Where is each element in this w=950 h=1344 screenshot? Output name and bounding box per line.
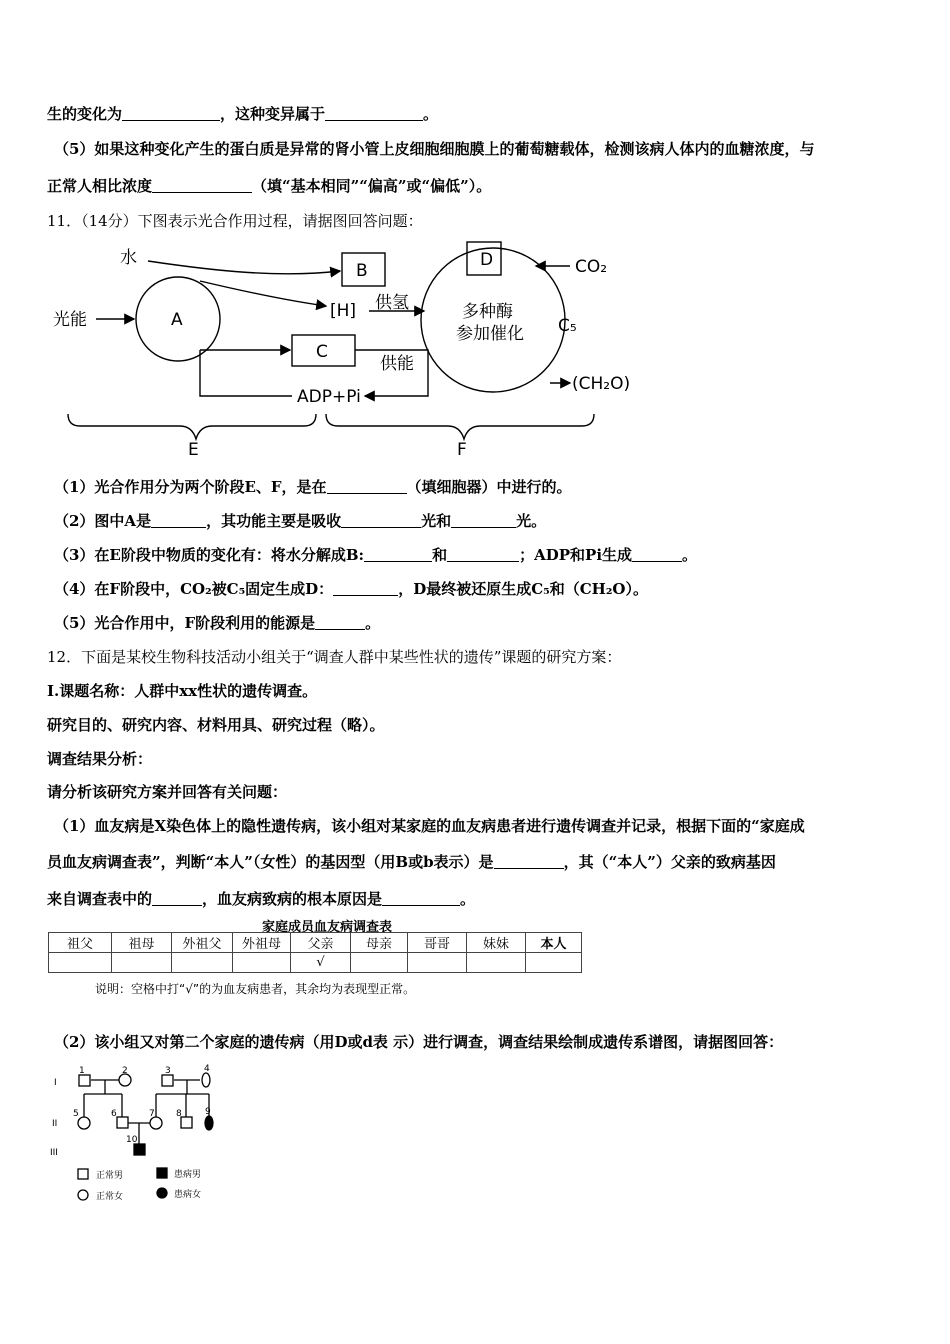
label-H: [H] xyxy=(330,301,357,321)
table-cell xyxy=(351,953,408,973)
table-header: 妹妹 xyxy=(467,933,526,953)
table-cell xyxy=(49,953,112,973)
text-line xyxy=(47,103,438,124)
text-line: 调查结果分析： xyxy=(47,750,153,768)
individual-number: 10 xyxy=(126,1135,138,1145)
text: 。 xyxy=(423,105,439,123)
table-cell xyxy=(112,953,172,973)
normal-female-symbol xyxy=(78,1117,90,1129)
text: ；ADP和Pi生成 xyxy=(519,546,633,564)
legend-normal-male-icon xyxy=(78,1169,88,1179)
arrow-water-B xyxy=(148,261,340,274)
label-water: 水 xyxy=(120,248,137,268)
table-cell xyxy=(233,953,291,973)
individual-number: 9 xyxy=(205,1107,211,1117)
photosynthesis-diagram xyxy=(50,236,650,460)
text-line: I.课题名称：人群中xx性状的遗传调查。 xyxy=(47,682,318,700)
label-co2: CO₂ xyxy=(575,257,608,277)
table-note: 说明：空格中打“√”的为血友病患者，其余均为表现型正常。 xyxy=(95,982,416,996)
text-line xyxy=(47,851,776,872)
table-cell xyxy=(467,953,526,973)
question-11-heading: 11．（14分）下图表示光合作用过程，请据图回答问题： xyxy=(47,212,423,230)
table-header: 父亲 xyxy=(291,933,351,953)
answer-blank[interactable] xyxy=(341,513,421,528)
text: 和 xyxy=(432,546,448,564)
label-C: C xyxy=(316,342,328,362)
label-E: E xyxy=(188,440,199,460)
text: （1）光合作用分为两个阶段E、F，是在 xyxy=(54,478,327,496)
gen-label: III xyxy=(50,1148,58,1158)
text: （3）在E阶段中物质的变化有：将水分解成B: xyxy=(54,546,365,564)
label-B: B xyxy=(356,261,368,281)
arrow-H xyxy=(200,281,326,306)
answer-blank[interactable] xyxy=(632,547,682,562)
label-A: A xyxy=(171,310,183,330)
answer-blank[interactable] xyxy=(333,581,398,596)
text: （5）光合作用中，F阶段利用的能源是 xyxy=(54,614,316,632)
text-line xyxy=(47,888,475,909)
table-header: 外祖母 xyxy=(233,933,291,953)
text: ，血友病致病的根本原因是 xyxy=(202,890,383,908)
table-header: 祖母 xyxy=(112,933,172,953)
label-F: F xyxy=(457,440,467,460)
text: ，这种变异属于 xyxy=(220,105,326,123)
normal-male-symbol xyxy=(79,1075,90,1086)
label-enzyme-2: 参加催化 xyxy=(456,324,524,344)
text: （填“基本相同”“偏高”或“偏低”）。 xyxy=(252,177,492,195)
text: ，其（“本人”）父亲的致病基因 xyxy=(563,853,776,871)
text: ，D最终被还原生成C₅和（CH₂O）。 xyxy=(398,580,648,598)
table-header: 本人 xyxy=(526,933,582,953)
label-supply-h: 供氢 xyxy=(375,293,409,313)
legend-label: 正常女 xyxy=(96,1192,124,1202)
text: 光和 xyxy=(421,512,452,530)
text: （2）图中A是 xyxy=(54,512,152,530)
text-line xyxy=(54,510,546,531)
normal-male-symbol xyxy=(117,1117,128,1128)
text: 员血友病调查表”，判断“本人”（女性）的基因型（用B或b表示）是 xyxy=(47,853,494,871)
brace-F xyxy=(326,414,594,439)
individual-number: 7 xyxy=(149,1109,155,1119)
legend-label: 正常男 xyxy=(96,1171,124,1181)
individual-number: 5 xyxy=(73,1109,79,1119)
legend-label: 患病男 xyxy=(174,1170,202,1180)
text-line: （2）该小组又对第二个家庭的遗传病（用D或d表 示）进行调查，调查结果绘制成遗传系谱图，请据图回答： xyxy=(54,1033,784,1051)
answer-blank[interactable] xyxy=(152,891,202,906)
individual-number: 6 xyxy=(111,1109,117,1119)
legend-affected-male-icon xyxy=(157,1168,167,1178)
text-line: 研究目的、研究内容、材料用具、研究过程（略）。 xyxy=(47,716,385,734)
table-cell xyxy=(408,953,467,973)
affected-female-symbol xyxy=(205,1116,213,1130)
answer-blank[interactable] xyxy=(325,106,423,121)
text: 生的变化为 xyxy=(47,105,123,123)
brace-E xyxy=(68,414,316,439)
answer-blank[interactable] xyxy=(447,547,519,562)
text: 。 xyxy=(365,614,381,632)
label-ch2o: (CH₂O) xyxy=(572,374,631,394)
answer-blank[interactable] xyxy=(152,178,252,193)
label-light: 光能 xyxy=(53,310,87,330)
normal-male-symbol xyxy=(162,1075,173,1086)
text-line xyxy=(54,612,380,633)
text-line: （5）如果这种变化产生的蛋白质是异常的肾小管上皮细胞细胞膜上的葡萄糖载体，检测该病人体内的血糖浓度，与 xyxy=(54,140,815,158)
text: 。 xyxy=(460,890,476,908)
answer-blank[interactable] xyxy=(122,106,220,121)
individual-number: 1 xyxy=(79,1066,85,1076)
label-enzyme-1: 多种酶 xyxy=(462,302,513,322)
answer-blank[interactable] xyxy=(327,479,407,494)
text-line: （1）血友病是X染色体上的隐性遗传病，该小组对某家庭的血友病患者进行遗传调查并记录，根据下面的“家庭成 xyxy=(54,817,805,835)
text-line xyxy=(47,175,491,196)
text: 正常人相比浓度 xyxy=(47,177,153,195)
text: ，其功能主要是吸收 xyxy=(206,512,342,530)
affected-male-symbol xyxy=(134,1144,145,1155)
table-header: 母亲 xyxy=(351,933,408,953)
label-adp: ADP+Pi xyxy=(297,387,361,407)
individual-number: 4 xyxy=(204,1064,210,1074)
label-c5: C₅ xyxy=(558,316,577,336)
normal-female-symbol xyxy=(202,1073,210,1087)
text-line: 请分析该研究方案并回答有关问题： xyxy=(47,783,288,801)
answer-blank[interactable] xyxy=(494,854,564,869)
table-cell: √ xyxy=(291,953,351,973)
table-cell xyxy=(172,953,233,973)
table-header: 哥哥 xyxy=(408,933,467,953)
legend-normal-female-icon xyxy=(78,1190,88,1200)
text: （4）在F阶段中，CO₂被C₅固定生成D： xyxy=(54,580,334,598)
family-survey-table xyxy=(48,932,582,973)
gen-label: I xyxy=(54,1078,57,1088)
label-D: D xyxy=(480,250,494,270)
pedigree-chart xyxy=(48,1064,248,1204)
table-header: 外祖父 xyxy=(172,933,233,953)
answer-blank[interactable] xyxy=(382,891,460,906)
text-line xyxy=(54,578,648,599)
answer-blank[interactable] xyxy=(151,513,206,528)
normal-male-symbol xyxy=(181,1117,192,1128)
legend-label: 患病女 xyxy=(174,1190,202,1200)
text-line xyxy=(54,544,697,565)
gen-label: II xyxy=(52,1119,58,1129)
table-cell xyxy=(526,953,582,973)
text: 光。 xyxy=(516,512,547,530)
legend-affected-female-icon xyxy=(157,1188,167,1198)
label-supply-energy: 供能 xyxy=(380,354,414,374)
individual-number: 2 xyxy=(122,1066,128,1076)
answer-blank[interactable] xyxy=(451,513,516,528)
text: 来自调查表中的 xyxy=(47,890,153,908)
arrow-adp-back xyxy=(200,350,292,396)
text: （填细胞器）中进行的。 xyxy=(406,478,572,496)
individual-number: 3 xyxy=(165,1066,171,1076)
table-header: 祖父 xyxy=(49,933,112,953)
text: 。 xyxy=(682,546,698,564)
answer-blank[interactable] xyxy=(315,615,365,630)
question-12-heading: 12．下面是某校生物科技活动小组关于“调查人群中某些性状的遗传”课题的研究方案： xyxy=(47,648,622,666)
individual-number: 8 xyxy=(176,1109,182,1119)
answer-blank[interactable] xyxy=(364,547,432,562)
table-title: 家庭成员血友病调查表 xyxy=(262,920,393,935)
text-line xyxy=(54,476,572,497)
